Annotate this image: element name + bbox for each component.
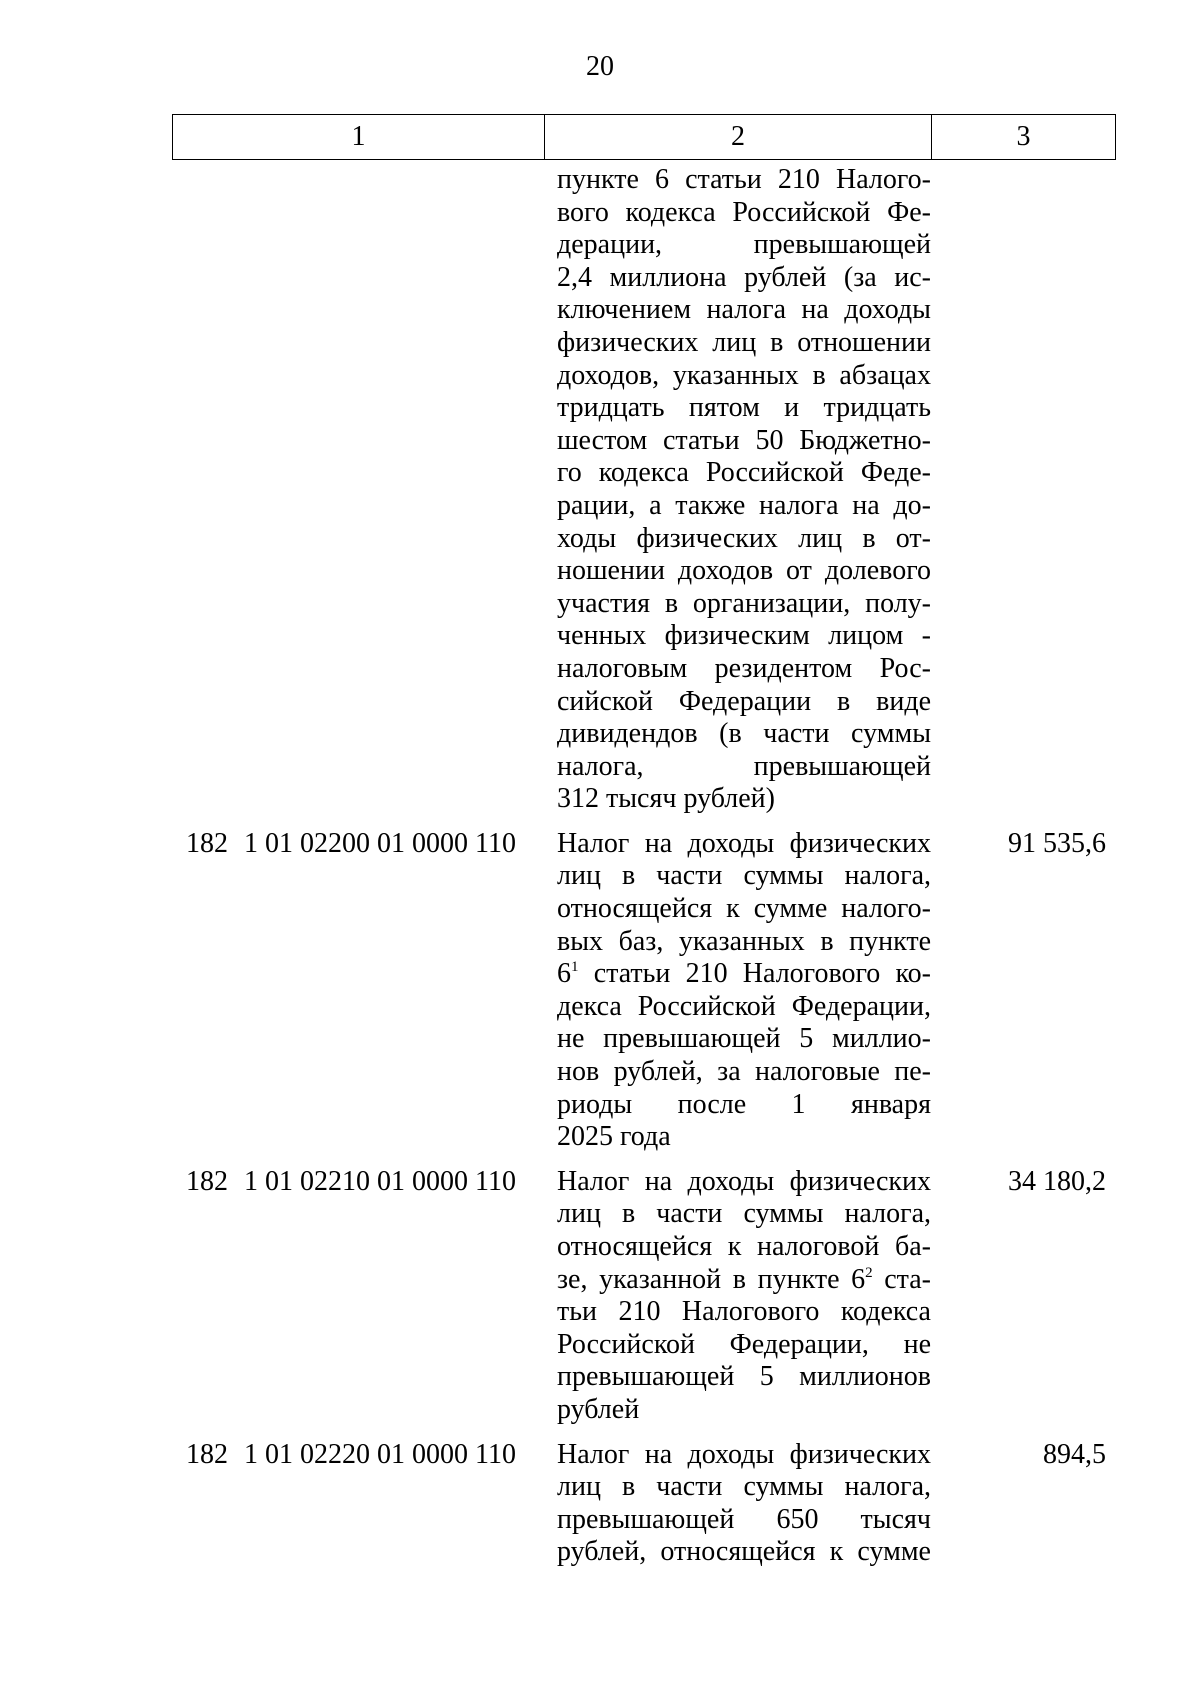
- description-line: налога, превышающей: [557, 750, 931, 782]
- kbk-cell: 1 01 02220 01 0000 110: [244, 1438, 516, 1470]
- description-line: Российской Федерации, не: [557, 1328, 931, 1360]
- description-line: ходы физических лиц в от-: [557, 522, 931, 554]
- description-cell: [557, 164, 931, 816]
- table-header-col-1: 1: [173, 115, 545, 159]
- description-line: рублей: [557, 1393, 640, 1425]
- description-line: го кодекса Российской Феде-: [557, 457, 931, 489]
- description-line: вого кодекса Российской Фе-: [557, 196, 931, 228]
- description-line: Налог на доходы физических: [557, 1438, 931, 1470]
- description-line: превышающей 5 миллионов: [557, 1361, 931, 1393]
- description-line: нов рублей, за налоговые пе-: [557, 1056, 931, 1088]
- superscript-base: зе, указанной в пункте 6: [557, 1263, 866, 1295]
- superscript-tail: ста-: [872, 1263, 932, 1295]
- description-line: вых баз, указанных в пункте: [557, 925, 931, 957]
- description-cell: [557, 1439, 931, 1569]
- description-line: Налог на доходы физических: [557, 1165, 931, 1197]
- description-line: пункте 6 статьи 210 Налого-: [557, 164, 931, 195]
- description-line: участия в организации, полу-: [557, 587, 931, 619]
- admin-code-cell: [172, 164, 232, 816]
- value-cell: 91 535,6: [1008, 827, 1106, 859]
- description-cell: [557, 828, 931, 1154]
- description-line: физических лиц в отношении: [557, 326, 931, 358]
- table-body: [172, 160, 1116, 1569]
- description-line: рублей, относящейся к сумме: [557, 1536, 931, 1568]
- description-line: рации, а также налога на до-: [557, 489, 931, 521]
- description-line: лиц в части суммы налога,: [557, 1198, 931, 1230]
- admin-code-cell: 182: [186, 1165, 228, 1197]
- description-line: дерации, превышающей: [557, 229, 931, 261]
- description-line: ключением налога на доходы: [557, 294, 931, 326]
- kbk-cell: 1 01 02200 01 0000 110: [244, 827, 516, 859]
- description-line: декса Российской Федерации,: [557, 990, 931, 1022]
- description-line: 2025 года: [557, 1121, 671, 1153]
- table-row: [172, 1166, 1116, 1427]
- description-line: ченных физическим лицом -: [557, 620, 931, 652]
- description-line: относящейся к налоговой ба-: [557, 1231, 931, 1262]
- admin-code-cell: 182: [186, 1438, 228, 1470]
- description-line-with-superscript: [557, 958, 931, 991]
- page-number: 20: [586, 51, 614, 82]
- description-line: лиц в части суммы налога,: [557, 1471, 931, 1503]
- value-cell: [931, 164, 1116, 816]
- description-cell: [557, 1166, 931, 1427]
- table-row: [172, 828, 1116, 1154]
- description-line: 312 тысяч рублей): [557, 783, 775, 815]
- description-line: относящейся к сумме налого-: [557, 893, 931, 925]
- description-line: риоды после 1 января: [557, 1088, 931, 1120]
- description-line: сийской Федерации в виде: [557, 685, 931, 717]
- kbk-cell: 1 01 02210 01 0000 110: [244, 1165, 516, 1197]
- superscript: 1: [571, 959, 579, 976]
- table-header-row: [172, 114, 1116, 160]
- admin-code-cell: 182: [186, 827, 228, 859]
- description-line: тридцать пятом и тридцать: [557, 392, 931, 424]
- description-line: дивидендов (в части суммы: [557, 718, 931, 750]
- table-row: [172, 1439, 1116, 1569]
- description-line: Налог на доходы физических: [557, 827, 931, 859]
- description-line: не превышающей 5 миллио-: [557, 1023, 931, 1055]
- description-line: шестом статьи 50 Бюджетно-: [557, 424, 931, 456]
- superscript-tail: статьи 210 Налогового ко-: [578, 958, 931, 990]
- description-line: налоговым резидентом Рос-: [557, 652, 931, 684]
- table-header-col-2: 2: [545, 115, 932, 159]
- kbk-cell: [232, 164, 544, 816]
- description-line: доходов, указанных в абзацах: [557, 359, 931, 391]
- description-line: лиц в части суммы налога,: [557, 860, 931, 892]
- description-line: 2,4 миллиона рублей (за ис-: [557, 261, 931, 293]
- description-line: тьи 210 Налогового кодекса: [557, 1296, 931, 1328]
- description-line: ношении доходов от долевого: [557, 555, 931, 587]
- superscript-base: 6: [557, 958, 571, 990]
- description-line: превышающей 650 тысяч: [557, 1503, 931, 1535]
- table-header-col-3: 3: [1016, 121, 1031, 152]
- table-row-continued: [172, 160, 1116, 816]
- superscript: 2: [865, 1264, 873, 1281]
- value-cell: 894,5: [1043, 1438, 1106, 1470]
- description-line-with-superscript: [557, 1264, 931, 1297]
- value-cell: 34 180,2: [1008, 1165, 1106, 1197]
